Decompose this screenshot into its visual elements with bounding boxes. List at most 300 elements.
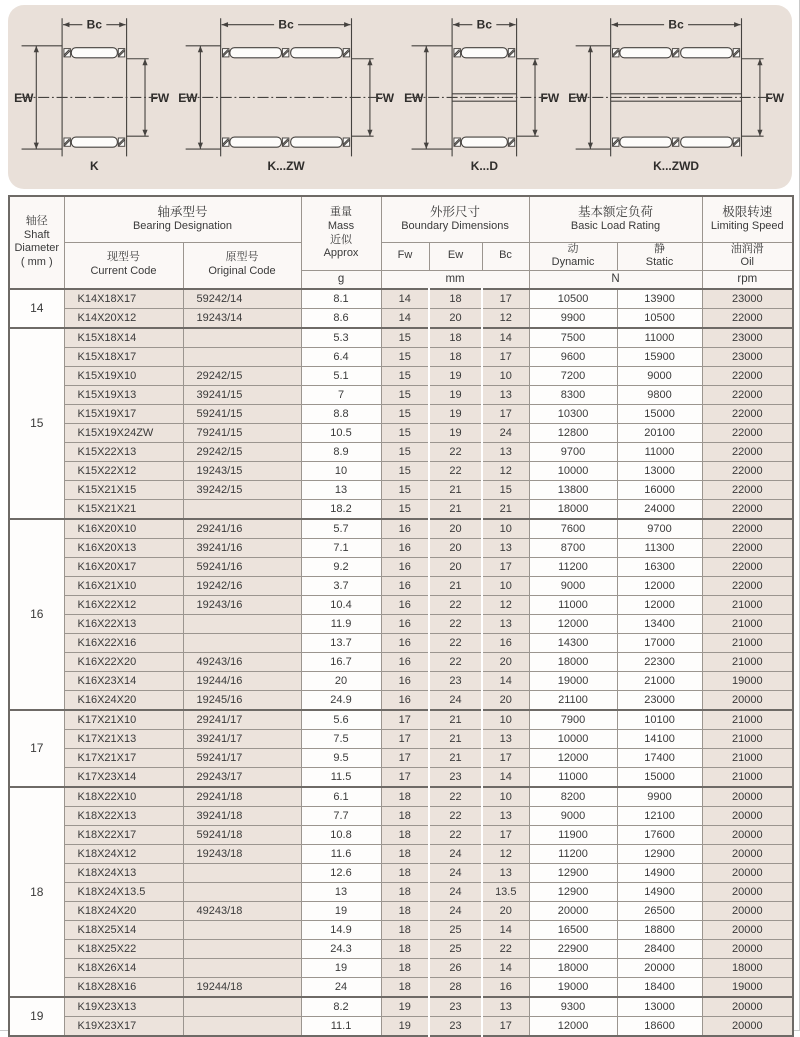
cell-dynamic-load: 9600	[529, 347, 617, 366]
cell-static-load: 13900	[617, 289, 702, 309]
cell-original-code: 29241/18	[183, 787, 301, 807]
cell-mass: 9.2	[301, 557, 381, 576]
cell-oil-speed: 21000	[702, 652, 793, 671]
cell-mass: 19	[301, 901, 381, 920]
svg-text:K: K	[90, 159, 99, 173]
cell-original-code	[183, 614, 301, 633]
cell-original-code	[183, 920, 301, 939]
cell-ew: 18	[429, 328, 482, 348]
table-row	[9, 595, 793, 614]
cell-current-code: K15X18X14	[64, 328, 183, 348]
cell-original-code: 59241/15	[183, 404, 301, 423]
cell-static-load: 15000	[617, 404, 702, 423]
bearing-diagram-panel	[8, 5, 792, 189]
cell-original-code: 29241/17	[183, 710, 301, 730]
header-dynamic-zh: 动	[567, 242, 579, 255]
cell-original-code: 39241/15	[183, 385, 301, 404]
cell-mass: 11.6	[301, 844, 381, 863]
header-shaft-en3: ( mm )	[20, 256, 53, 268]
cell-mass: 9.5	[301, 748, 381, 767]
cell-fw: 17	[381, 767, 429, 787]
cell-oil-speed: 20000	[702, 690, 793, 710]
cell-ew: 20	[429, 308, 482, 328]
cell-mass: 6.1	[301, 787, 381, 807]
cell-static-load: 9800	[617, 385, 702, 404]
cell-mass: 10.4	[301, 595, 381, 614]
table-row	[9, 844, 793, 863]
cell-bc: 14	[482, 328, 529, 348]
cell-bc: 14	[482, 958, 529, 977]
table-row	[9, 347, 793, 366]
table-row	[9, 633, 793, 652]
cell-original-code: 59241/16	[183, 557, 301, 576]
header-bc: Bc	[482, 242, 529, 271]
cell-oil-speed: 20000	[702, 997, 793, 1017]
cell-bc: 14	[482, 767, 529, 787]
cell-mass: 5.1	[301, 366, 381, 385]
cell-fw: 16	[381, 538, 429, 557]
cell-static-load: 10500	[617, 308, 702, 328]
cell-ew: 24	[429, 844, 482, 863]
cell-oil-speed: 19000	[702, 977, 793, 997]
cell-dynamic-load: 9300	[529, 997, 617, 1017]
cell-dynamic-load: 12000	[529, 614, 617, 633]
cell-original-code: 29243/17	[183, 767, 301, 787]
cell-bc: 13	[482, 729, 529, 748]
table-row	[9, 366, 793, 385]
cell-oil-speed: 18000	[702, 958, 793, 977]
cell-original-code: 59242/14	[183, 289, 301, 309]
header-dynamic	[529, 242, 617, 271]
cell-mass: 11.1	[301, 1016, 381, 1036]
cell-original-code	[183, 882, 301, 901]
cell-dynamic-load: 9000	[529, 576, 617, 595]
cell-ew: 22	[429, 652, 482, 671]
cell-bc: 21	[482, 499, 529, 519]
cell-original-code: 49243/18	[183, 901, 301, 920]
cell-current-code: K18X22X17	[64, 825, 183, 844]
svg-text:Bc: Bc	[476, 17, 492, 32]
header-mass-en: Mass	[327, 219, 355, 232]
cell-ew: 22	[429, 595, 482, 614]
cell-ew: 23	[429, 1016, 482, 1036]
cell-bc: 17	[482, 557, 529, 576]
cell-fw: 15	[381, 442, 429, 461]
cell-static-load: 26500	[617, 901, 702, 920]
cell-dynamic-load: 12000	[529, 748, 617, 767]
table-row	[9, 863, 793, 882]
cell-current-code: K18X26X14	[64, 958, 183, 977]
header-speed-en: Limiting Speed	[710, 220, 784, 233]
cell-mass: 8.1	[301, 289, 381, 309]
cell-original-code: 19243/14	[183, 308, 301, 328]
cell-static-load: 18800	[617, 920, 702, 939]
cell-ew: 20	[429, 538, 482, 557]
header-load-zh: 基本额定负荷	[578, 204, 654, 219]
cell-fw: 18	[381, 901, 429, 920]
cell-mass: 8.8	[301, 404, 381, 423]
cell-bc: 12	[482, 308, 529, 328]
bearing-diagram-k	[14, 9, 171, 173]
cell-static-load: 15000	[617, 767, 702, 787]
header-original-en: Original Code	[208, 265, 276, 277]
cell-oil-speed: 20000	[702, 863, 793, 882]
cell-bc: 13	[482, 538, 529, 557]
cell-ew: 21	[429, 729, 482, 748]
shaft-diameter-cell: 15	[9, 328, 64, 519]
cell-fw: 15	[381, 423, 429, 442]
cell-fw: 18	[381, 977, 429, 997]
header-original-zh: 原型号	[225, 251, 259, 264]
cell-static-load: 21000	[617, 671, 702, 690]
cell-static-load: 12000	[617, 576, 702, 595]
cell-original-code: 19245/16	[183, 690, 301, 710]
cell-ew: 22	[429, 633, 482, 652]
cell-static-load: 9900	[617, 787, 702, 807]
header-basic-load-rating	[529, 196, 702, 242]
cell-bc: 24	[482, 423, 529, 442]
cell-dynamic-load: 8200	[529, 787, 617, 807]
cell-ew: 24	[429, 901, 482, 920]
cell-fw: 15	[381, 499, 429, 519]
bearing-diagram-k-zwd	[568, 9, 786, 173]
cell-bc: 12	[482, 461, 529, 480]
cell-oil-speed: 20000	[702, 844, 793, 863]
table-row	[9, 652, 793, 671]
cell-ew: 28	[429, 977, 482, 997]
table-row	[9, 614, 793, 633]
cell-ew: 21	[429, 480, 482, 499]
cell-static-load: 9700	[617, 519, 702, 539]
table-row	[9, 308, 793, 328]
table-row	[9, 997, 793, 1017]
cell-fw: 17	[381, 729, 429, 748]
cell-fw: 15	[381, 461, 429, 480]
cell-fw: 15	[381, 385, 429, 404]
cell-bc: 10	[482, 710, 529, 730]
cell-fw: 18	[381, 958, 429, 977]
cell-ew: 23	[429, 671, 482, 690]
cell-ew: 21	[429, 710, 482, 730]
cell-current-code: K15X18X17	[64, 347, 183, 366]
cell-ew: 25	[429, 939, 482, 958]
cell-mass: 7	[301, 385, 381, 404]
cell-fw: 17	[381, 748, 429, 767]
table-row	[9, 671, 793, 690]
cell-ew: 22	[429, 614, 482, 633]
cell-mass: 24.9	[301, 690, 381, 710]
shaft-diameter-cell: 19	[9, 997, 64, 1036]
table-row	[9, 958, 793, 977]
cell-fw: 18	[381, 863, 429, 882]
table-row	[9, 461, 793, 480]
svg-text:Bc: Bc	[668, 17, 684, 32]
table-row	[9, 806, 793, 825]
header-designation-en: Bearing Designation	[132, 220, 233, 233]
table-row	[9, 901, 793, 920]
cell-dynamic-load: 12900	[529, 863, 617, 882]
header-current-en: Current Code	[90, 265, 157, 277]
svg-text:K...ZWD: K...ZWD	[653, 159, 700, 173]
cell-ew: 20	[429, 519, 482, 539]
table-row	[9, 557, 793, 576]
table-row	[9, 710, 793, 730]
cell-current-code: K16X22X12	[64, 595, 183, 614]
cell-fw: 18	[381, 920, 429, 939]
cell-fw: 14	[381, 308, 429, 328]
header-static-zh: 静	[654, 242, 666, 255]
cell-mass: 16.7	[301, 652, 381, 671]
cell-static-load: 14100	[617, 729, 702, 748]
cell-current-code: K16X23X14	[64, 671, 183, 690]
header-load-en: Basic Load Rating	[570, 220, 661, 233]
cell-ew: 24	[429, 690, 482, 710]
table-row	[9, 519, 793, 539]
cell-fw: 18	[381, 882, 429, 901]
cell-mass: 13	[301, 882, 381, 901]
cell-fw: 15	[381, 347, 429, 366]
cell-ew: 22	[429, 442, 482, 461]
cell-dynamic-load: 18000	[529, 958, 617, 977]
cell-static-load: 24000	[617, 499, 702, 519]
cell-dynamic-load: 20000	[529, 901, 617, 920]
cell-current-code: K18X24X12	[64, 844, 183, 863]
cell-oil-speed: 20000	[702, 806, 793, 825]
cell-mass: 5.3	[301, 328, 381, 348]
cell-dynamic-load: 19000	[529, 671, 617, 690]
cell-current-code: K16X24X20	[64, 690, 183, 710]
header-fw: Fw	[381, 242, 429, 271]
cell-oil-speed: 21000	[702, 748, 793, 767]
cell-original-code: 29241/16	[183, 519, 301, 539]
cell-bc: 17	[482, 404, 529, 423]
shaft-diameter-cell: 16	[9, 519, 64, 710]
cell-mass: 19	[301, 958, 381, 977]
table-row	[9, 1016, 793, 1036]
table-row	[9, 538, 793, 557]
cell-oil-speed: 22000	[702, 442, 793, 461]
cell-mass: 13.7	[301, 633, 381, 652]
cell-current-code: K15X21X21	[64, 499, 183, 519]
cell-dynamic-load: 7200	[529, 366, 617, 385]
cell-original-code: 79241/15	[183, 423, 301, 442]
cell-mass: 24	[301, 977, 381, 997]
cell-oil-speed: 22000	[702, 385, 793, 404]
header-dynamic-en: Dynamic	[551, 256, 595, 269]
cell-current-code: K15X19X24ZW	[64, 423, 183, 442]
cell-mass: 8.2	[301, 997, 381, 1017]
cell-current-code: K14X20X12	[64, 308, 183, 328]
cell-dynamic-load: 7500	[529, 328, 617, 348]
cell-original-code: 19244/16	[183, 671, 301, 690]
cell-oil-speed: 21000	[702, 767, 793, 787]
cell-original-code	[183, 997, 301, 1017]
header-limiting-speed	[702, 196, 793, 242]
table-row	[9, 328, 793, 348]
cell-oil-speed: 20000	[702, 882, 793, 901]
cell-dynamic-load: 11000	[529, 595, 617, 614]
cell-original-code	[183, 633, 301, 652]
header-mass-zh2: 近似	[330, 233, 353, 246]
header-oil-zh: 油润滑	[730, 242, 764, 255]
table-row	[9, 576, 793, 595]
cell-current-code: K15X22X13	[64, 442, 183, 461]
cell-oil-speed: 22000	[702, 366, 793, 385]
cell-static-load: 20000	[617, 958, 702, 977]
cell-oil-speed: 22000	[702, 404, 793, 423]
cell-bc: 17	[482, 825, 529, 844]
cell-static-load: 15900	[617, 347, 702, 366]
cell-current-code: K16X22X13	[64, 614, 183, 633]
cell-ew: 18	[429, 289, 482, 309]
cell-dynamic-load: 19000	[529, 977, 617, 997]
cell-ew: 22	[429, 787, 482, 807]
table-row	[9, 289, 793, 309]
cell-bc: 17	[482, 347, 529, 366]
svg-text:FW: FW	[150, 91, 170, 106]
cell-oil-speed: 21000	[702, 595, 793, 614]
shaft-diameter-cell: 18	[9, 787, 64, 997]
header-designation-zh: 轴承型号	[157, 204, 208, 219]
cell-mass: 10	[301, 461, 381, 480]
svg-text:EW: EW	[568, 91, 588, 106]
cell-current-code: K19X23X13	[64, 997, 183, 1017]
cell-oil-speed: 21000	[702, 729, 793, 748]
header-static-en: Static	[645, 256, 674, 269]
cell-mass: 20	[301, 671, 381, 690]
cell-bc: 20	[482, 652, 529, 671]
cell-fw: 16	[381, 671, 429, 690]
svg-text:Bc: Bc	[86, 17, 102, 32]
cell-ew: 21	[429, 576, 482, 595]
cell-ew: 18	[429, 347, 482, 366]
svg-text:EW: EW	[178, 91, 198, 106]
cell-dynamic-load: 7600	[529, 519, 617, 539]
cell-dynamic-load: 12800	[529, 423, 617, 442]
header-mass	[301, 196, 381, 271]
bearing-diagram-k-zw	[178, 9, 396, 173]
cell-static-load: 18400	[617, 977, 702, 997]
cell-mass: 11.9	[301, 614, 381, 633]
cell-dynamic-load: 10000	[529, 729, 617, 748]
cell-current-code: K18X25X22	[64, 939, 183, 958]
cell-dynamic-load: 8700	[529, 538, 617, 557]
cell-original-code: 49243/16	[183, 652, 301, 671]
cell-original-code: 39241/18	[183, 806, 301, 825]
cell-bc: 13	[482, 614, 529, 633]
cell-current-code: K16X22X16	[64, 633, 183, 652]
cell-dynamic-load: 9000	[529, 806, 617, 825]
cell-mass: 10.8	[301, 825, 381, 844]
cell-oil-speed: 22000	[702, 538, 793, 557]
cell-dynamic-load: 11200	[529, 844, 617, 863]
cell-oil-speed: 20000	[702, 1016, 793, 1036]
cell-static-load: 28400	[617, 939, 702, 958]
cell-bc: 20	[482, 901, 529, 920]
svg-text:Bc: Bc	[278, 17, 295, 32]
cell-bc: 16	[482, 633, 529, 652]
cell-bc: 13	[482, 385, 529, 404]
cell-static-load: 14900	[617, 882, 702, 901]
cell-oil-speed: 20000	[702, 939, 793, 958]
cell-static-load: 11300	[617, 538, 702, 557]
cell-bc: 10	[482, 787, 529, 807]
cell-bc: 10	[482, 519, 529, 539]
cell-dynamic-load: 10500	[529, 289, 617, 309]
cell-bc: 17	[482, 1016, 529, 1036]
cell-dynamic-load: 13800	[529, 480, 617, 499]
cell-original-code	[183, 939, 301, 958]
table-row	[9, 385, 793, 404]
cell-mass: 5.7	[301, 519, 381, 539]
cell-dynamic-load: 9900	[529, 308, 617, 328]
cell-current-code: K16X22X20	[64, 652, 183, 671]
cell-fw: 19	[381, 997, 429, 1017]
cell-mass: 8.6	[301, 308, 381, 328]
cell-static-load: 12900	[617, 844, 702, 863]
cell-ew: 25	[429, 920, 482, 939]
cell-dynamic-load: 11900	[529, 825, 617, 844]
header-shaft-diameter	[9, 196, 64, 289]
cell-oil-speed: 21000	[702, 710, 793, 730]
svg-text:FW: FW	[540, 91, 559, 106]
bearing-diagram-k-d	[404, 9, 561, 173]
cell-fw: 18	[381, 939, 429, 958]
table-row	[9, 825, 793, 844]
header-boundary-dimensions	[381, 196, 529, 242]
cell-oil-speed: 22000	[702, 499, 793, 519]
cell-current-code: K17X21X13	[64, 729, 183, 748]
cell-bc: 13	[482, 806, 529, 825]
unit-load: N	[529, 271, 702, 289]
header-shaft-en2: Diameter	[14, 242, 60, 255]
table-row	[9, 939, 793, 958]
cell-current-code: K15X22X12	[64, 461, 183, 480]
cell-ew: 22	[429, 461, 482, 480]
cell-dynamic-load: 8300	[529, 385, 617, 404]
cell-static-load: 17600	[617, 825, 702, 844]
cell-mass: 5.6	[301, 710, 381, 730]
cell-current-code: K16X21X10	[64, 576, 183, 595]
cell-ew: 22	[429, 806, 482, 825]
cell-static-load: 17000	[617, 633, 702, 652]
table-row	[9, 767, 793, 787]
cell-bc: 10	[482, 366, 529, 385]
header-boundary-zh: 外形尺寸	[430, 204, 481, 219]
cell-dynamic-load: 18000	[529, 652, 617, 671]
shaft-diameter-cell: 14	[9, 289, 64, 328]
cell-original-code	[183, 347, 301, 366]
cell-original-code	[183, 863, 301, 882]
cell-mass: 11.5	[301, 767, 381, 787]
table-row	[9, 729, 793, 748]
header-current-code	[64, 242, 183, 289]
table-row	[9, 423, 793, 442]
cell-current-code: K15X19X10	[64, 366, 183, 385]
cell-original-code: 19243/18	[183, 844, 301, 863]
header-oil-en: Oil	[740, 256, 754, 269]
cell-fw: 16	[381, 576, 429, 595]
cell-current-code: K15X19X17	[64, 404, 183, 423]
cell-oil-speed: 20000	[702, 825, 793, 844]
header-current-zh: 现型号	[107, 251, 140, 264]
bearing-spec-table	[8, 195, 794, 1037]
cell-oil-speed: 20000	[702, 901, 793, 920]
svg-text:K...D: K...D	[470, 159, 498, 173]
cell-bc: 13.5	[482, 882, 529, 901]
cell-oil-speed: 22000	[702, 461, 793, 480]
cell-dynamic-load: 11200	[529, 557, 617, 576]
